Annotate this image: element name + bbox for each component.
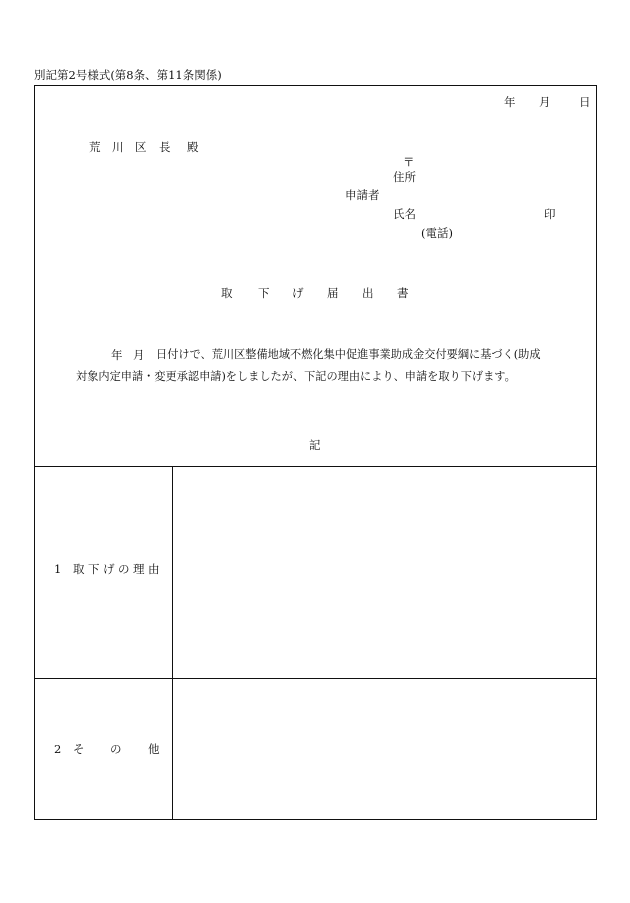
addressee-char: 殿 bbox=[187, 140, 199, 154]
row-number: 2 bbox=[54, 742, 62, 756]
title-char: 下 bbox=[258, 286, 270, 300]
postal-mark: 〒 bbox=[403, 155, 415, 169]
row-label-char: の bbox=[110, 742, 122, 756]
date-year: 年 bbox=[504, 95, 516, 109]
body-line-2: 対象内定申請・変更承認申請)をしましたが、下記の理由により、申請を取り下げます。 bbox=[76, 370, 516, 383]
name-label: 氏名 bbox=[393, 207, 416, 221]
row-label-char: げ bbox=[103, 562, 115, 576]
row-label-char: 他 bbox=[148, 742, 160, 756]
row-number: 1 bbox=[54, 562, 62, 576]
phone-label: (電話) bbox=[421, 226, 453, 240]
body-line-1: 日付けで、荒川区整備地域不燃化集中促進事業助成金交付要綱に基づく(助成 bbox=[156, 348, 541, 361]
seal-label: 印 bbox=[544, 207, 556, 221]
row-label-char: 由 bbox=[148, 562, 160, 576]
row-label-char: そ bbox=[73, 742, 85, 756]
title-char: 出 bbox=[362, 286, 374, 300]
title-char: げ bbox=[292, 286, 304, 300]
title-char: 書 bbox=[397, 286, 409, 300]
body-month: 月 bbox=[133, 348, 145, 362]
reason-field[interactable] bbox=[173, 467, 596, 678]
other-field[interactable] bbox=[173, 679, 596, 819]
addressee-char: 川 bbox=[112, 140, 124, 154]
addressee-char: 区 bbox=[135, 140, 147, 154]
address-label: 住所 bbox=[393, 170, 416, 184]
addressee-char: 長 bbox=[159, 140, 171, 154]
title-char: 届 bbox=[327, 286, 339, 300]
title-char: 取 bbox=[221, 286, 233, 300]
row-label-char: の bbox=[118, 562, 130, 576]
addressee-char: 荒 bbox=[89, 140, 101, 154]
date-day: 日 bbox=[579, 95, 591, 109]
body-year: 年 bbox=[111, 348, 123, 362]
date-month: 月 bbox=[539, 95, 551, 109]
row-label-char: 取 bbox=[73, 562, 85, 576]
form-note: 別記第2号様式(第8条、第11条関係) bbox=[34, 68, 222, 82]
row-label-char: 理 bbox=[133, 562, 145, 576]
applicant-role-label: 申請者 bbox=[345, 188, 380, 202]
ki-label: 記 bbox=[309, 438, 321, 452]
row-label-char: 下 bbox=[88, 562, 100, 576]
